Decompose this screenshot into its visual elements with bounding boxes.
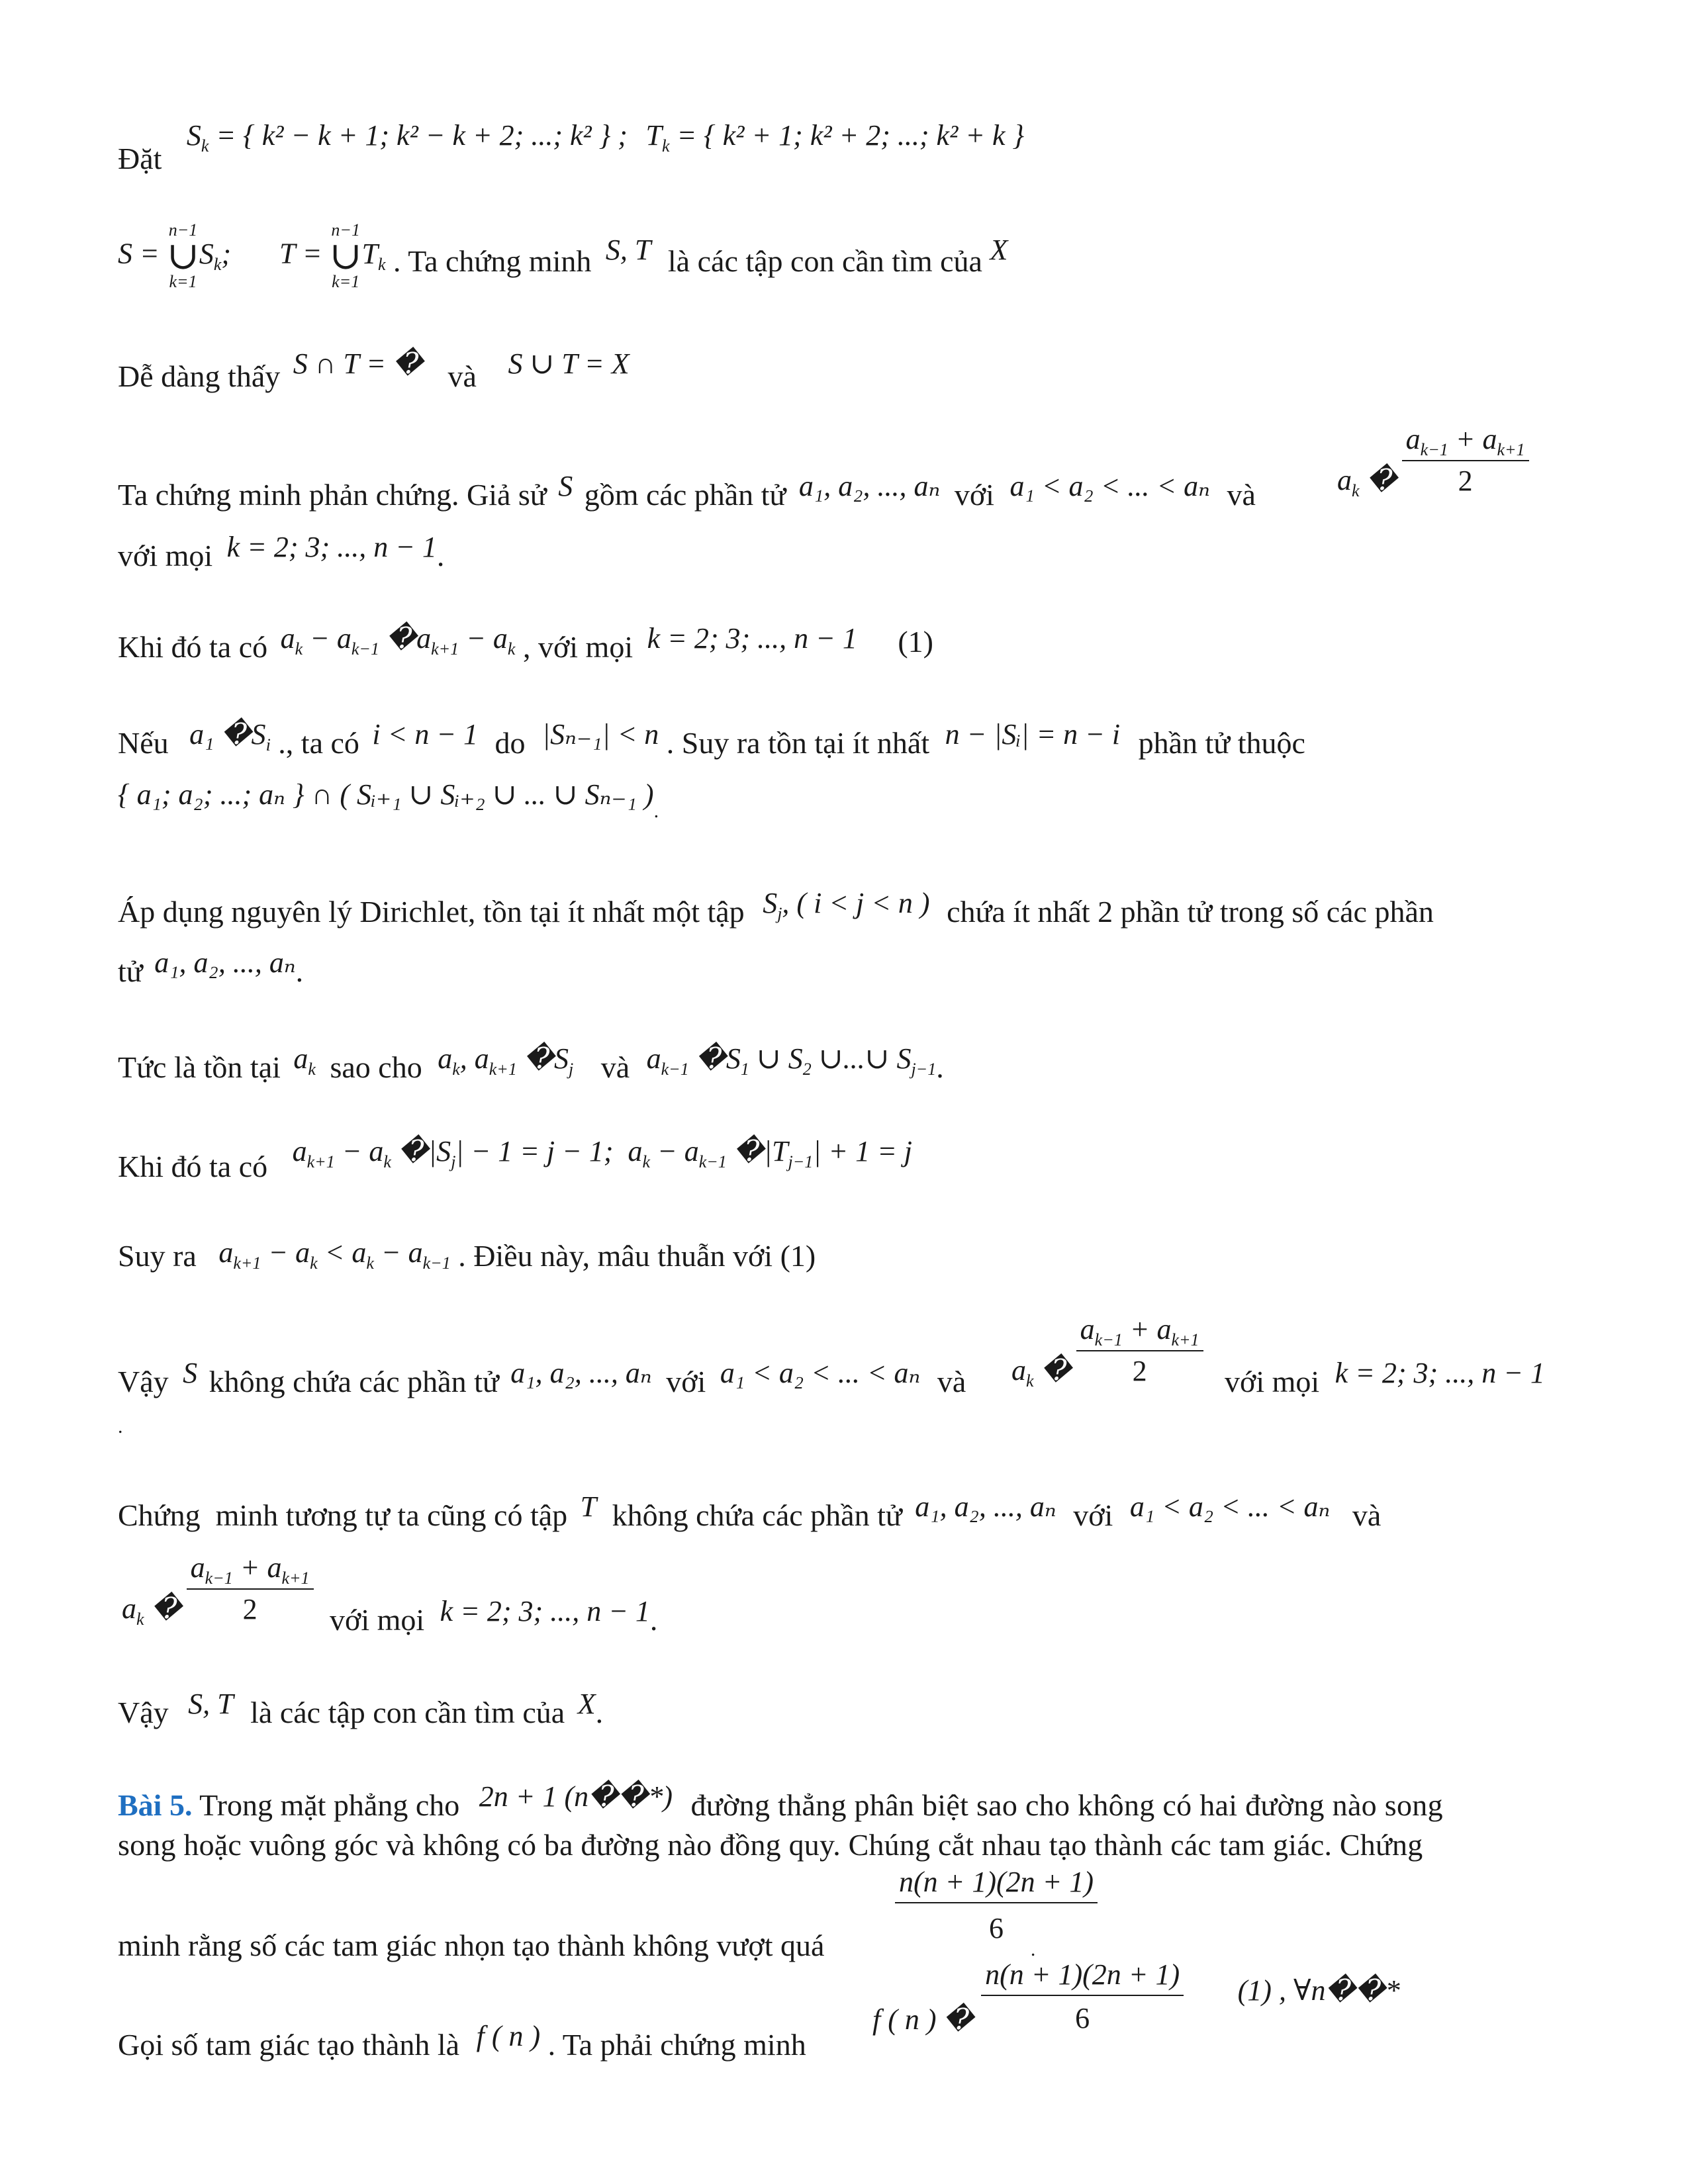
line-goi-so xyxy=(118,2020,806,2064)
unknown-relation-glyph: � xyxy=(1367,464,1397,497)
line-voi-moi-k: với mọi k = 2; 3; ..., n − 1. xyxy=(118,531,445,572)
line-voi-moi-k-3: với mọi k = 2; 3; ..., n − 1. xyxy=(330,1595,658,1637)
text-vay: Vậy xyxy=(118,1696,169,1729)
text-va: và xyxy=(1352,1498,1382,1532)
text-voi-moi: , với mọi xyxy=(522,630,633,664)
text-suy-ra-ton-tai: . Suy ra tồn tại ít nhất xyxy=(666,726,930,760)
math-sequence: a₁, a₂, ..., aₙ xyxy=(154,946,296,979)
math-k-range: k = 2; 3; ..., n − 1 xyxy=(226,531,437,563)
big-union-icon: ∪ xyxy=(167,234,199,277)
text-voi-moi: với mọi xyxy=(330,1603,425,1637)
text-voi: với xyxy=(954,478,994,512)
text-khong-chua: không chứa các phần tử xyxy=(209,1365,499,1398)
text-minh-rang: minh rằng số các tam giác nhọn tạo thành không vượt quá xyxy=(118,1929,825,1962)
math-tk: $T_k$ = { k² + 1; k² + 2; ...; k² + k } xyxy=(645,119,1025,156)
text-do: do xyxy=(494,726,526,760)
math-sequence: a₁, a₂, ..., aₙ xyxy=(798,470,941,502)
math-ak: $a_k$ xyxy=(122,1592,144,1629)
line-suy-ra xyxy=(118,1238,816,1286)
math-condition-n: (1) , ∀n��* xyxy=(1237,1974,1400,2007)
text-song-song-vuong-goc: song hoặc vuông góc và không có ba đường nào đồng quy. Chúng cắt nhau tạo thành các tam giác. Chứng xyxy=(118,1828,1423,1862)
math-a: a xyxy=(122,1592,136,1625)
math-s: S xyxy=(558,470,573,502)
text-goi-so-tam-giac: Gọi số tam giác tạo thành là xyxy=(118,2028,460,2062)
math-i-less: i < n − 1 xyxy=(372,718,479,751)
math-ak: $a_k$ xyxy=(1337,464,1360,501)
text-chua-it-nhat: chứa ít nhất 2 phần tử trong số các phần xyxy=(947,895,1434,929)
text-sao-cho: sao cho xyxy=(330,1050,422,1084)
text-ta-co: ., ta có xyxy=(278,726,359,760)
text-ta-chung-minh-phan-chung: Ta chứng minh phản chứng. Giả sử xyxy=(118,478,547,512)
math-a: a xyxy=(280,622,295,655)
text-period: . xyxy=(118,1416,123,1437)
union-symbol-s xyxy=(167,222,199,291)
line-vay-st: Vậy S, T là các tập con cần tìm của X. xyxy=(118,1688,604,1729)
fraction-numerator: n(n + 1)(2n + 1) xyxy=(895,1866,1098,1903)
math-ak-minus1-in-union: $a_{k-1}$ $�S_1$ ∪ $S_2$ ∪...∪ $S_{j-1}$ xyxy=(646,1042,937,1079)
text-vay: Vậy xyxy=(118,1365,169,1398)
math-t: T xyxy=(580,1490,597,1523)
line-phan-chung xyxy=(118,470,1256,514)
math-k-range: k = 2; 3; ..., n − 1 xyxy=(1335,1357,1545,1389)
text-khong-chua: không chứa các phần tử xyxy=(612,1498,902,1532)
math-ak: $a_k$ xyxy=(293,1042,316,1079)
union-lower-limit: k=1 xyxy=(169,272,197,292)
union-upper-limit: n−1 xyxy=(168,220,198,240)
math-ak: $a_k$ xyxy=(1011,1354,1034,1391)
line-dat-definition xyxy=(118,119,1025,175)
fraction-average xyxy=(1076,1314,1203,1387)
fraction-bound xyxy=(981,1959,1184,2035)
math-s: S xyxy=(183,1357,198,1389)
line-bai5 xyxy=(118,1780,1443,1825)
math-a: a xyxy=(1011,1354,1026,1387)
equation-number-1: (1) xyxy=(898,625,933,659)
fraction-numerator: n(n + 1)(2n + 1) xyxy=(981,1959,1184,1996)
text-tuc-la-ton-tai: Tức là tồn tại xyxy=(118,1050,281,1084)
text-trong-mat-phang: Trong mặt phẳng cho xyxy=(199,1788,460,1822)
text-phan-tu-thuoc: phần tử thuộc xyxy=(1138,726,1305,760)
unknown-relation-glyph: � xyxy=(1041,1354,1072,1387)
fraction-condition-1 xyxy=(1337,423,1529,501)
line-chung-minh-tuong-tu xyxy=(118,1490,1382,1535)
text-de-dang-thay: Dễ dàng thấy xyxy=(118,359,281,393)
union-lower-limit: k=1 xyxy=(332,272,360,292)
line-de-dang-thay xyxy=(118,347,630,393)
text-duong-thang-phan-biet: đường thẳng phân biệt sao cho không có hai đường nào song xyxy=(690,1788,1443,1822)
math-k-range: k = 2; 3; ..., n − 1 xyxy=(440,1595,650,1627)
numerator-a: a xyxy=(1080,1313,1095,1345)
unknown-relation-glyph: � xyxy=(152,1592,182,1625)
text-dieu-nay-mau-thuan: . Điều này, mâu thuẫn với (1) xyxy=(458,1239,816,1273)
line-dirichlet xyxy=(118,887,1434,942)
math-a: a xyxy=(438,1042,453,1075)
fraction-denominator: 6 xyxy=(1075,2002,1090,2035)
math-s-term: S xyxy=(199,237,214,270)
math-increasing: a₁ < a₂ < ... < aₙ xyxy=(1129,1490,1331,1523)
text-neu: Nếu xyxy=(118,726,169,760)
math-set-intersection: { a₁; a₂; ...; aₙ } ∩ ( Sᵢ₊₁ ∪ Sᵢ₊₂ ∪ ... ∪ Sₙ₋₁ ) xyxy=(118,778,654,811)
text-voi-moi: với mọi xyxy=(118,539,213,572)
text-va: và xyxy=(447,359,477,393)
line-bai5-3: minh rằng số các tam giác nhọn tạo thành không vượt quá . xyxy=(118,1929,1036,1962)
fraction-numerator: $a_{k-1} + a_{k+1}$ xyxy=(187,1552,314,1590)
math-t-term: T xyxy=(361,237,378,270)
text-khi-do-ta-co: Khi đó ta có xyxy=(118,630,268,664)
fraction-denominator: 2 xyxy=(242,1592,258,1625)
text-ap-dung-dirichlet: Áp dụng nguyên lý Dirichlet, tồn tại ít nhất một tập xyxy=(118,895,745,929)
fraction-denominator: 6 xyxy=(989,1912,1004,1945)
math-a: a xyxy=(292,1135,307,1167)
line-union-definition: S = n−1 ∪ k=1 $S_k$; T = n−1 ∪ k=1 $T_k$ . Ta chứng minh S, T là các tập con cần tìm của X xyxy=(118,220,1008,292)
math-increasing: a₁ < a₂ < ... < aₙ xyxy=(720,1357,921,1389)
math-difference: $a_k - a_{k-1}$ $�a_{k+1} - a_k$ xyxy=(280,622,516,659)
line-vay-s xyxy=(118,1357,966,1401)
math-ak-in-sj: $a_k$, $a_{k+1}$ $�S_j$ xyxy=(438,1042,574,1079)
union-upper-limit: n−1 xyxy=(331,220,360,240)
union-symbol-t xyxy=(330,222,362,291)
line-vay-s-tail xyxy=(1225,1357,1545,1401)
math-increasing: a₁ < a₂ < ... < aₙ xyxy=(1009,470,1210,502)
fraction-condition-3 xyxy=(122,1551,314,1629)
fraction-numerator: $a_{k-1} + a_{k+1}$ xyxy=(1076,1314,1203,1351)
line-khi-do-2 xyxy=(118,1135,912,1197)
text-va: và xyxy=(600,1050,630,1084)
line-khi-do-1 xyxy=(118,622,933,677)
math-f-n-le: f ( n ) � xyxy=(872,2003,974,2036)
fraction-denominator: 2 xyxy=(1458,464,1473,497)
math-a: a xyxy=(218,1236,234,1269)
math-s-symbol: S xyxy=(186,119,201,152)
line-tuc-la: Tức là tồn tại $a_k$ sao cho $a_k$, $a_{k+1}$ $�S_j$ và $a_{k-1}$ $�S_1$ ∪ $S_2$ ∪...∪ $S_{j-1}$. xyxy=(118,1042,944,1084)
fraction-denominator: 2 xyxy=(1132,1354,1147,1387)
text-ta-phai-chung-minh: . Ta phải chứng minh xyxy=(547,2028,806,2062)
fraction-average xyxy=(1402,424,1529,497)
math-s: S xyxy=(763,887,778,919)
math-t-symbol: T xyxy=(645,119,662,152)
math-sk-definition: = { k² − k + 1; k² − k + 2; ...; k² } ; xyxy=(216,119,628,152)
math-f-n: f ( n ) xyxy=(476,2020,541,2052)
text-ta-chung-minh: . Ta chứng minh xyxy=(393,244,592,278)
math-a1-si: a₁ �S xyxy=(189,718,266,751)
math-difference-bounds: $a_{k+1} - a_k$ $�|S_j| - 1 = j - 1$; $a_k - a_{k-1}$ $�|T_{j-1}| + 1 = j$ xyxy=(292,1135,912,1171)
fraction-numerator: $a_{k-1} + a_{k+1}$ xyxy=(1402,424,1529,461)
text-tap-con-can-tim: là các tập con cần tìm của xyxy=(250,1696,565,1729)
line-neu xyxy=(118,718,1305,773)
text-gom-cac-phan-tu: gồm các phần tử xyxy=(584,478,786,512)
math-2n-plus-1: 2n + 1 (n��*) xyxy=(479,1780,673,1813)
line-bai5-2 xyxy=(118,1827,1423,1864)
text-chung-minh-tuong-tu: Chứng minh tương tự ta cũng có tập xyxy=(118,1498,568,1532)
math-abs-s: |Sₙ₋₁| < n xyxy=(542,718,659,751)
math-t-equals: T = xyxy=(279,237,322,270)
text-suy-ra: Suy ra xyxy=(118,1239,197,1273)
math-a: a xyxy=(1337,464,1352,497)
math-x: X xyxy=(577,1688,596,1720)
math-contradiction: $a_{k+1} - a_k < a_k - a_{k-1}$ xyxy=(218,1236,451,1273)
math-sj: $S_j$, ( i < j < n ) xyxy=(763,887,930,923)
line-tu: tử a₁, a₂, ..., aₙ. xyxy=(118,946,304,988)
math-n-minus-si: n − |Sᵢ| = n − i xyxy=(945,718,1121,751)
text-voi-moi: với mọi xyxy=(1225,1365,1320,1398)
math-intersection-empty: S ∩ T = � xyxy=(293,347,424,380)
fraction-bound-2 xyxy=(872,1959,1400,2035)
math-a: a xyxy=(293,1042,308,1075)
math-a: a xyxy=(646,1042,661,1075)
text-voi: với xyxy=(666,1365,706,1398)
math-s-equals: S = xyxy=(118,237,160,270)
math-tk-definition: = { k² + 1; k² + 2; ...; k² + k } xyxy=(677,119,1025,152)
text-va: và xyxy=(937,1365,966,1398)
math-sequence: a₁, a₂, ..., aₙ xyxy=(510,1357,652,1389)
math-sk: $S_k$ = { k² − k + 1; k² − k + 2; ...; k² } ; xyxy=(186,119,628,156)
text-voi: với xyxy=(1073,1498,1113,1532)
math-a1-in-si: a₁ $�S_i$ xyxy=(189,718,271,754)
text-tap-con-can-tim: là các tập con cần tìm của xyxy=(667,244,982,278)
text-va: và xyxy=(1227,478,1256,512)
math-x: X xyxy=(990,233,1008,266)
numerator-a: a xyxy=(1405,423,1421,455)
exercise-label: Bài 5. xyxy=(118,1788,193,1822)
math-union-x: S ∪ T = X xyxy=(508,347,630,380)
big-union-icon: ∪ xyxy=(329,234,362,277)
numerator-a: a xyxy=(190,1551,205,1584)
math-sequence: a₁, a₂, ..., aₙ xyxy=(915,1490,1056,1523)
line-dot xyxy=(118,1404,123,1445)
math-i-j-n: , ( i < j < n ) xyxy=(782,887,930,919)
text-khi-do-ta-co: Khi đó ta có xyxy=(118,1150,268,1183)
math-k-range: k = 2; 3; ..., n − 1 xyxy=(647,622,857,655)
fraction-condition-2 xyxy=(1011,1313,1203,1391)
text-tu: tử xyxy=(118,954,143,988)
fraction-average xyxy=(187,1552,314,1625)
line-set-intersection: { a₁; a₂; ...; aₙ } ∩ ( Sᵢ₊₁ ∪ Sᵢ₊₂ ∪ ... ∪ Sₙ₋₁ )$_.$ xyxy=(118,778,659,822)
math-s-t: S, T xyxy=(605,233,651,266)
math-s-t: S, T xyxy=(188,1688,234,1720)
text-dat: Đặt xyxy=(118,142,162,175)
